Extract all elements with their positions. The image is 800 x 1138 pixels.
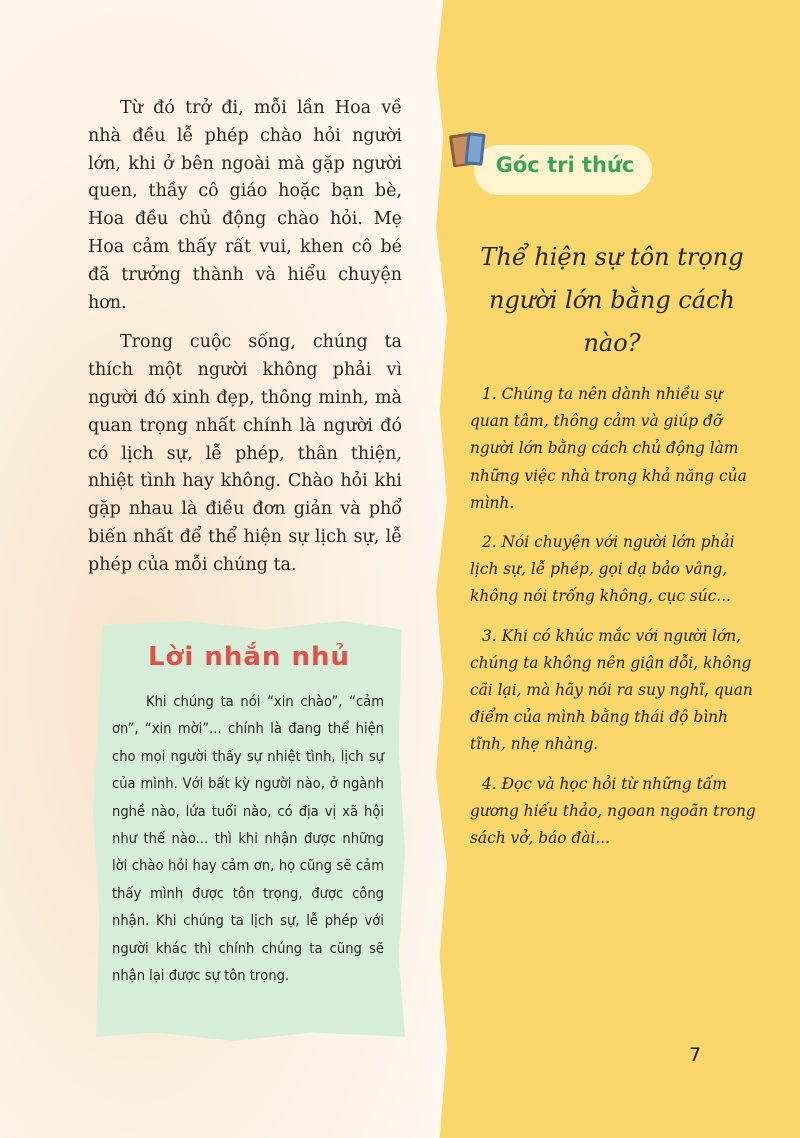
tip-item: 1. Chúng ta nên dành nhiều sự quan tâm, thông cảm và giúp đỡ người lớn bằng cách chủ động làm những việc nhà trong khả năng của mình. <box>470 385 747 512</box>
tip-item: 4. Đọc và học hỏi từ những tấm gương hiếu thảo, ngoan ngoãn trong sách vở, báo đài... <box>470 774 756 848</box>
knowledge-title: Góc tri thức <box>495 153 635 177</box>
story-text <box>88 95 402 592</box>
tip-item: 2. Nói chuyện với người lớn phải lịch sự, lễ phép, gọi dạ bảo vâng, không nói trống không, cục súc... <box>470 533 735 606</box>
advice-title: Lời nhắn nhủ <box>147 642 351 672</box>
advice-text: Khi chúng ta nói “xin chào”, “cảm ơn”, “xin mời”... chính là đang thể hiện cho mọi người thấy sự nhiệt tình, lịch sự của mình. Với bất kỳ người nào, ở ngành nghề nào, lứa tuổi nào, có địa vị xã hội như thế nào... thì khi nhận được những lời chào hỏi hay cảm ơn, họ cũng sẽ cảm thấy mình được tôn trọng, được công nhận. Khi chúng ta lịch sự, lễ phép với người khác thì chính chúng ta cũng sẽ nhận lại được sự tôn trọng. <box>112 693 384 985</box>
knowledge-question: Thể hiện sự tôn trọng người lớn bằng cách nào? <box>480 243 744 357</box>
tip-item: 3. Khi có khúc mắc với người lớn, chúng ta không nên giận dỗi, không cãi lại, mà hãy nói ra suy nghĩ, quan điểm của mình bằng thái độ bình tĩnh, nhẹ nhàng. <box>470 626 753 754</box>
knowledge-tips <box>470 381 760 864</box>
story-paragraph-1: Từ đó trở đi, mỗi lần Hoa về nhà đều lễ phép chào hỏi người lớn, khi ở bên ngoài mà gặp người quen, thầy cô giáo hoặc bạn bè, Hoa đều chủ động chào hỏi. Mẹ Hoa cảm thấy rất vui, khen cô bé đã trưởng thành và hiểu chuyện hơn. <box>88 98 402 313</box>
page-number: 7 <box>689 1044 702 1066</box>
story-paragraph-2: Trong cuộc sống, chúng ta thích một người không phải vì người đó xinh đẹp, thông minh, mà quan trọng nhất chính là người đó có lịch sự, lễ phép, thân thiện, nhiệt tình hay không. Chào hỏi khi gặp nhau là điều đơn giản và phổ biến nhất để thể hiện sự lịch sự, lễ phép của mỗi chúng ta. <box>88 332 402 575</box>
